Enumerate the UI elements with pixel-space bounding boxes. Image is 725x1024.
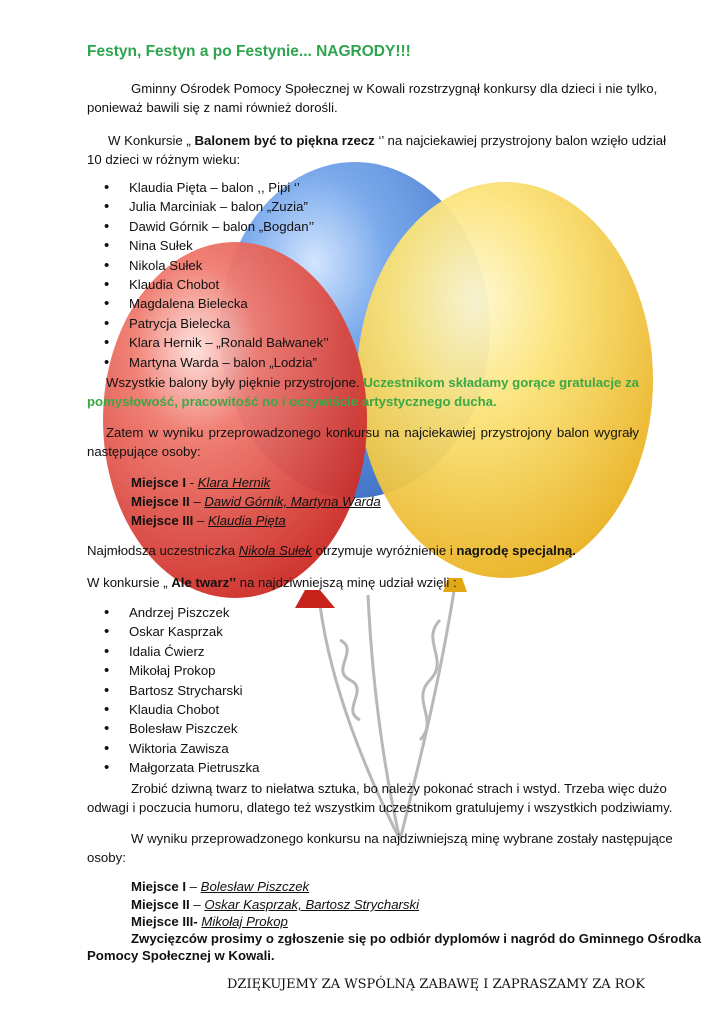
list-item: • Andrzej Piszczek	[104, 603, 259, 622]
list-item: • Oskar Kasprzak	[104, 622, 259, 641]
intro-line-2: ponieważ bawili się z nami również dorośli.	[87, 100, 338, 115]
list-item: • Martyna Warda – balon „Lodzia”	[104, 353, 329, 372]
youngest-line	[87, 541, 576, 560]
contest2-name: Ale twarz’’	[171, 575, 237, 590]
contest2-heading	[87, 573, 457, 592]
list-item: • Magdalena Bielecka	[104, 294, 329, 313]
contest2-result-line-2: osoby:	[87, 850, 126, 865]
youngest-mid: otrzymuje wyróżnienie i	[312, 543, 457, 558]
place-label: Miejsce II	[131, 494, 190, 509]
contest1-line-2: 10 dzieci w różnym wieku:	[87, 152, 241, 167]
contest2-text-line-1: Zrobić dziwną twarz to niełatwa sztuka, bo należy pokonać strach i wstyd. Trzeba więc dużo	[131, 781, 667, 796]
contest1-place-1	[131, 473, 270, 492]
contest1-name: Balonem być to piękna rzecz	[194, 133, 375, 148]
list-item: • Bartosz Strycharski	[104, 681, 259, 700]
list-item: • Bolesław Piszczek	[104, 719, 259, 738]
list-item: • Mikołaj Prokop	[104, 661, 259, 680]
place-winners: Dawid Górnik, Martyna Warda	[204, 494, 381, 509]
place-winners: Oskar Kasprzak, Bartosz Strycharski	[204, 897, 420, 912]
youngest-award: nagrodę specjalną.	[456, 543, 576, 558]
notice-text-2: Pomocy Społecznej w Kowali.	[87, 948, 275, 963]
list-item: • Julia Marciniak – balon „Zuzia”	[104, 197, 329, 216]
contest2-text-line-2: odwagi i poczucia humoru, dlatego też wszystkim uczestnikom gratulujemy i wszystkich podziwiamy.	[87, 800, 673, 815]
place-label: Miejsce II	[131, 897, 190, 912]
intro-line-1: Gminny Ośrodek Pomocy Społecznej w Kowali rozstrzygnął konkursy dla dzieci i nie tylko,	[131, 81, 658, 96]
contest2-place-1	[131, 877, 309, 896]
list-item: • Klara Hernik – „Ronald Bałwanek’’	[104, 333, 329, 352]
contest2-result-line-1: W wyniku przeprowadzonego konkursu na najdziwniejszą minę wybrane zostały następujące	[131, 831, 673, 846]
list-item: • Nina Sułek	[104, 236, 329, 255]
list-item: • Małgorzata Pietruszka	[104, 758, 259, 777]
contest1-heading-post: ‘’ na najciekawiej przystrojony balon wzięło udział	[374, 133, 667, 148]
place-separator: –	[193, 513, 208, 528]
contest1-result-line-2: następujące osoby:	[87, 444, 201, 459]
contest1-place-3	[131, 511, 286, 530]
place-label: Miejsce III	[131, 513, 194, 528]
contest2-heading-pre: W konkursie „	[87, 575, 172, 590]
contest1-participants-list	[104, 178, 329, 372]
summary-green-2: pomysłowość, pracowitość no i oczywiście artystycznego ducha.	[87, 394, 497, 409]
notice-text-1: Zwycięzców prosimy o zgłoszenie się po odbiór dyplomów i nagród do Gminnego Ośrodka	[131, 931, 702, 946]
place-separator: -	[185, 475, 198, 490]
place-winners: Mikołaj Prokop	[201, 914, 288, 929]
list-item: • Klaudia Pięta – balon ,, Pipi ‘’	[104, 178, 329, 197]
place-label: Miejsce I	[131, 475, 186, 490]
place-separator: –	[189, 494, 205, 509]
contest1-heading	[108, 131, 666, 150]
list-item: • Klaudia Chobot	[104, 700, 259, 719]
place-label: Miejsce III-	[131, 914, 198, 929]
list-item: • Klaudia Chobot	[104, 275, 329, 294]
page-title: Festyn, Festyn a po Festynie... NAGRODY!!!	[87, 43, 411, 60]
contest1-place-2	[131, 492, 381, 511]
footer-thanks: DZIĘKUJEMY ZA WSPÓLNĄ ZABAWĘ I ZAPRASZAMY ZA ROK	[227, 977, 645, 992]
contest1-heading-pre: W Konkursie „	[108, 133, 195, 148]
place-winners: Klaudia Pięta	[207, 513, 286, 528]
place-label: Miejsce I	[131, 879, 186, 894]
youngest-name: Nikola Sułek	[238, 543, 313, 558]
contest2-notice-line-2	[87, 946, 275, 965]
list-item: • Patrycja Bielecka	[104, 314, 329, 333]
contest1-result-line-1	[87, 423, 639, 442]
summary-green-1: Uczestnikom składamy gorące gratulacje za	[363, 375, 639, 390]
youngest-pre: Najmłodsza uczestniczka	[87, 543, 239, 558]
place-separator: –	[189, 897, 205, 912]
list-item: • Idalia Ćwierz	[104, 642, 259, 661]
place-winners: Bolesław Piszczek	[200, 879, 310, 894]
list-item: • Dawid Górnik – balon „Bogdan’’	[104, 217, 329, 236]
contest2-participants-list	[104, 603, 259, 778]
list-item: • Nikola Sułek	[104, 256, 329, 275]
place-separator: –	[185, 879, 201, 894]
list-item: • Wiktoria Zawisza	[104, 739, 259, 758]
place-winners: Klara Hernik	[197, 475, 271, 490]
contest2-heading-post: na najdziwniejszą minę udział wzięli :	[236, 575, 457, 590]
contest1-result-text: Zatem w wyniku przeprowadzonego konkursu na najciekawiej przystrojony balon wygrały	[106, 425, 639, 440]
contest1-summary-line-1	[87, 373, 639, 392]
summary-plain: Wszystkie balony były pięknie przystrojone.	[106, 375, 360, 390]
